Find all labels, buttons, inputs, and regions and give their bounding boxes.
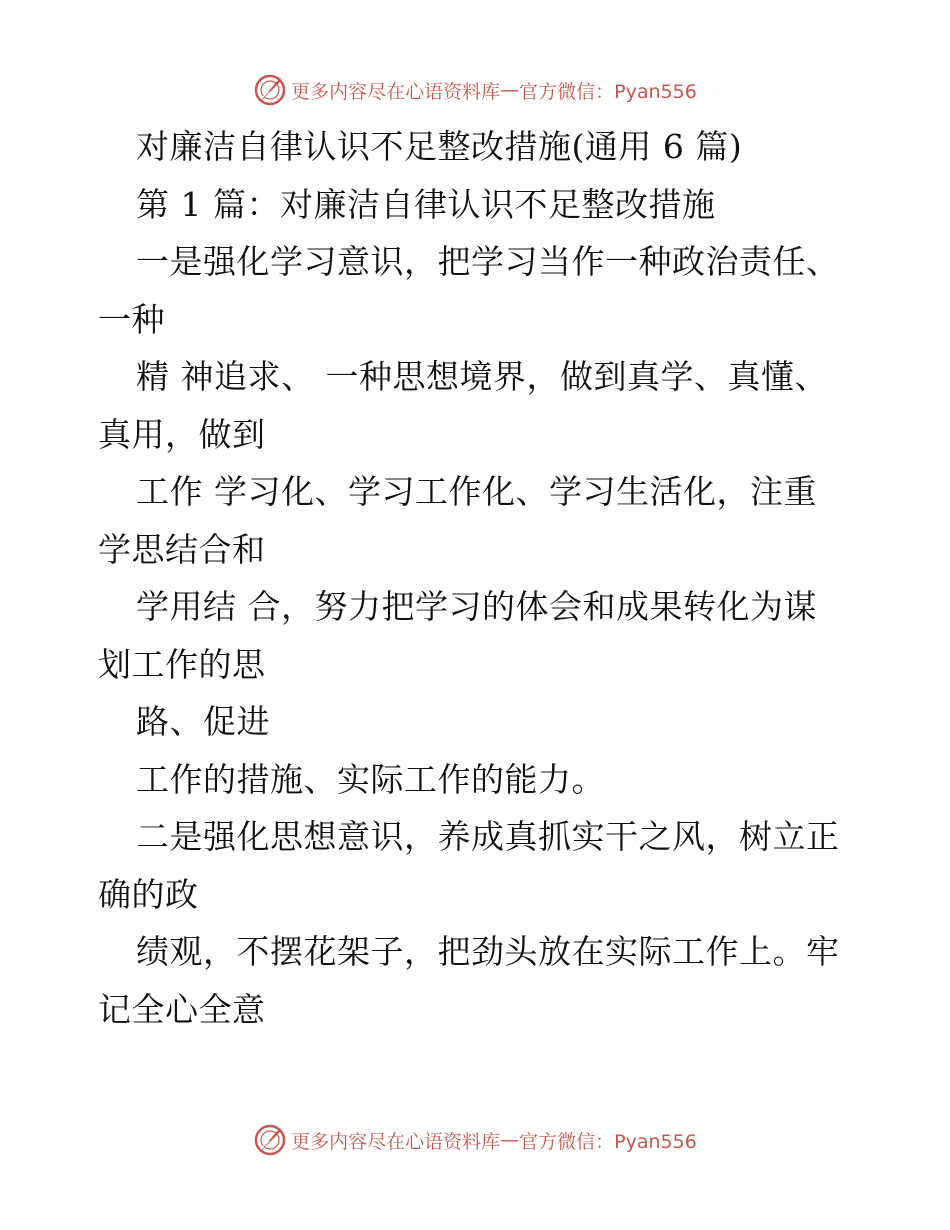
text-line: 二是强化思想意识，养成真抓实干之风，树立正: [136, 817, 840, 856]
text-line: 对廉洁自律认识不足整改措施(通用 6 篇): [136, 127, 743, 166]
text-line: 学思结合和: [98, 529, 266, 569]
quill-logo-icon: [253, 1123, 287, 1157]
text-line: 一是强化学习意识，把学习当作一种政治责任、: [136, 242, 840, 281]
text-line: 精 神追求、 一种思想境界，做到真学、真懂、: [136, 357, 828, 396]
text-line: 确的政: [98, 874, 199, 914]
header-separator: —: [500, 79, 520, 101]
text-line: 真用，做到: [98, 414, 266, 454]
text-line: 学用结 合，努力把学习的体会和成果转化为谋: [136, 587, 817, 626]
text-line: 路、促进: [136, 702, 270, 741]
text-line: 一种: [98, 299, 165, 339]
text-line: 工作 学习化、学习工作化、学习生活化，注重: [136, 472, 817, 511]
footer-banner: [0, 1120, 950, 1160]
document-body: [98, 118, 858, 1038]
footer-separator: —: [500, 1129, 520, 1151]
text-line: 工作的措施、实际工作的能力。: [136, 759, 605, 799]
footer-wechat-text: 官方微信：Pyan556: [519, 1130, 697, 1153]
header-wechat-text: 官方微信：Pyan556: [519, 80, 697, 103]
header-banner-text: 更多内容尽在心语资料库: [291, 80, 501, 103]
footer-banner-text: 更多内容尽在心语资料库: [291, 1130, 501, 1153]
text-line: 第 1 篇：对廉洁自律认识不足整改措施: [136, 184, 716, 224]
header-banner: [0, 70, 950, 110]
text-line: 绩观，不摆花架子，把劲头放在实际工作上。牢: [136, 932, 840, 971]
quill-logo-icon: [253, 73, 287, 107]
text-line: 划工作的思: [98, 644, 266, 684]
text-line: 记全心全意: [98, 989, 266, 1029]
